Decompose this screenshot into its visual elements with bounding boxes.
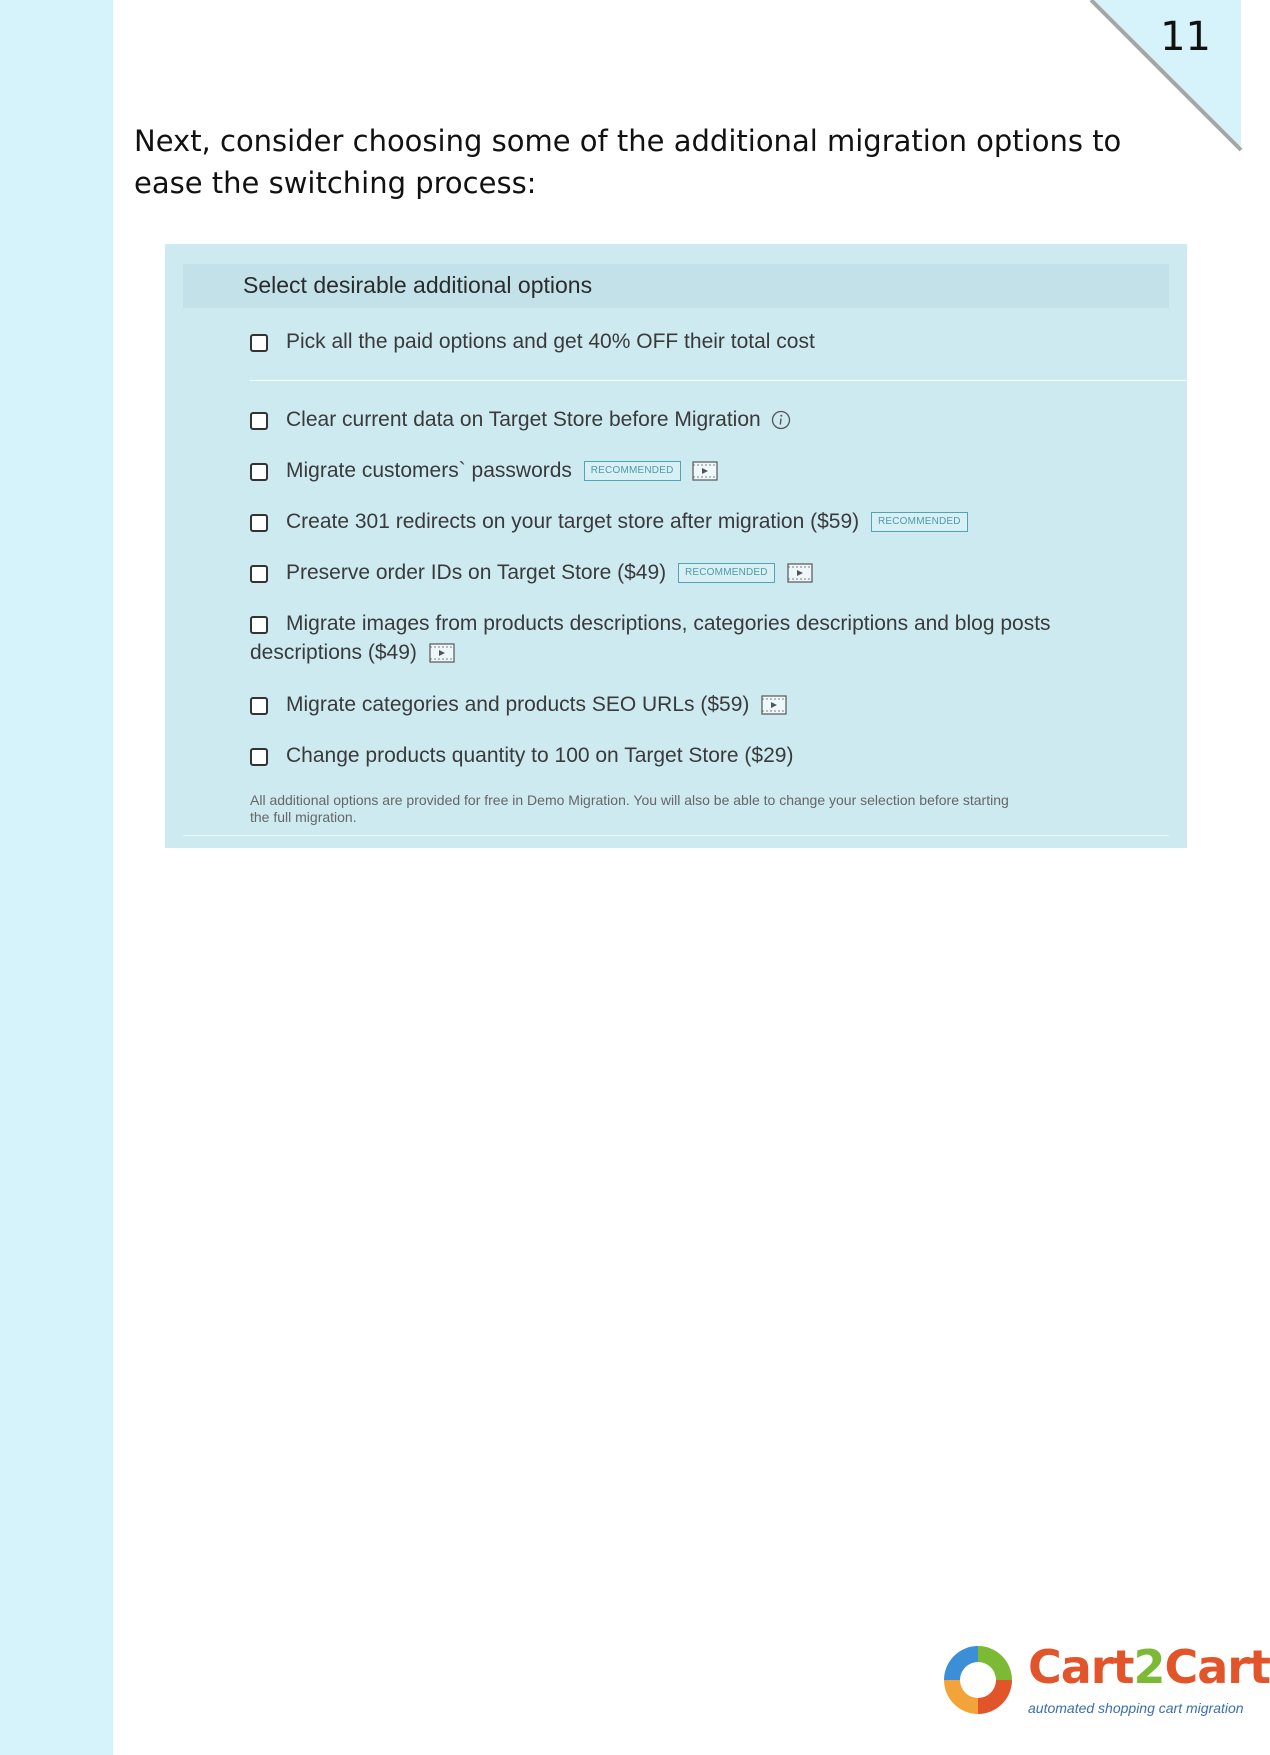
option-checkbox-301-redirects[interactable] (250, 514, 268, 532)
option-row-description-images-line2 (250, 641, 455, 665)
option-label-description-images-line1: Migrate images from products descriptions, categories descriptions and blog posts (286, 612, 1051, 635)
option-row-seo-urls (286, 693, 787, 717)
cart2cart-logo (936, 1638, 1270, 1733)
footnote-divider (183, 835, 1169, 836)
option-row-order-ids (286, 561, 813, 585)
info-icon[interactable] (771, 410, 791, 430)
option-checkbox-seo-urls[interactable] (250, 697, 268, 715)
recommended-badge: RECOMMENDED (584, 461, 681, 481)
option-checkbox-passwords[interactable] (250, 463, 268, 481)
option-row-clear-data (286, 408, 791, 432)
footnote-line-2: the full migration. (250, 809, 357, 825)
panel-header (183, 264, 1169, 308)
intro-line-2: ease the switching process: (134, 166, 537, 200)
option-label-order-ids: Preserve order IDs on Target Store ($49) (286, 561, 667, 584)
recommended-badge: RECOMMENDED (678, 563, 775, 583)
option-checkbox-order-ids[interactable] (250, 565, 268, 583)
option-label-paid-bundle: Pick all the paid options and get 40% OFF their total cost (286, 330, 815, 353)
option-checkbox-clear-data[interactable] (250, 412, 268, 430)
panel-title: Select desirable additional options (243, 272, 593, 298)
logo-brand-text: Cart2Cart (1028, 1640, 1270, 1694)
option-row-passwords (286, 459, 718, 483)
option-checkbox-product-quantity[interactable] (250, 748, 268, 766)
additional-options-panel (165, 244, 1187, 848)
video-play-icon[interactable] (429, 643, 455, 663)
option-label-301-redirects: Create 301 redirects on your target store after migration ($59) (286, 510, 860, 533)
option-label-description-images-line2: descriptions ($49) (250, 641, 417, 664)
page-number: 11 (1160, 14, 1211, 60)
intro-line-1: Next, consider choosing some of the additional migration options to (134, 124, 1122, 158)
recommended-badge: RECOMMENDED (871, 512, 968, 532)
option-checkbox-description-images[interactable] (250, 616, 268, 634)
logo-swirl-icon (936, 1638, 1020, 1722)
intro-paragraph (134, 120, 1194, 204)
video-play-icon[interactable] (692, 461, 718, 481)
option-label-clear-data: Clear current data on Target Store before Migration (286, 408, 761, 431)
left-decorative-strip (0, 0, 113, 1755)
option-row-301-redirects (286, 510, 968, 534)
options-divider (250, 380, 1187, 381)
option-label-passwords: Migrate customers` passwords (286, 459, 572, 482)
option-label-product-quantity: Change products quantity to 100 on Target Store ($29) (286, 744, 794, 767)
logo-tagline: automated shopping cart migration (1028, 1700, 1244, 1716)
option-checkbox-paid-bundle[interactable] (250, 334, 268, 352)
video-play-icon[interactable] (761, 695, 787, 715)
options-footnote (250, 792, 1180, 826)
footnote-line-1: All additional options are provided for free in Demo Migration. You will also be able to change your selection before starting (250, 792, 1009, 808)
option-label-seo-urls: Migrate categories and products SEO URLs ($59) (286, 693, 750, 716)
video-play-icon[interactable] (787, 563, 813, 583)
